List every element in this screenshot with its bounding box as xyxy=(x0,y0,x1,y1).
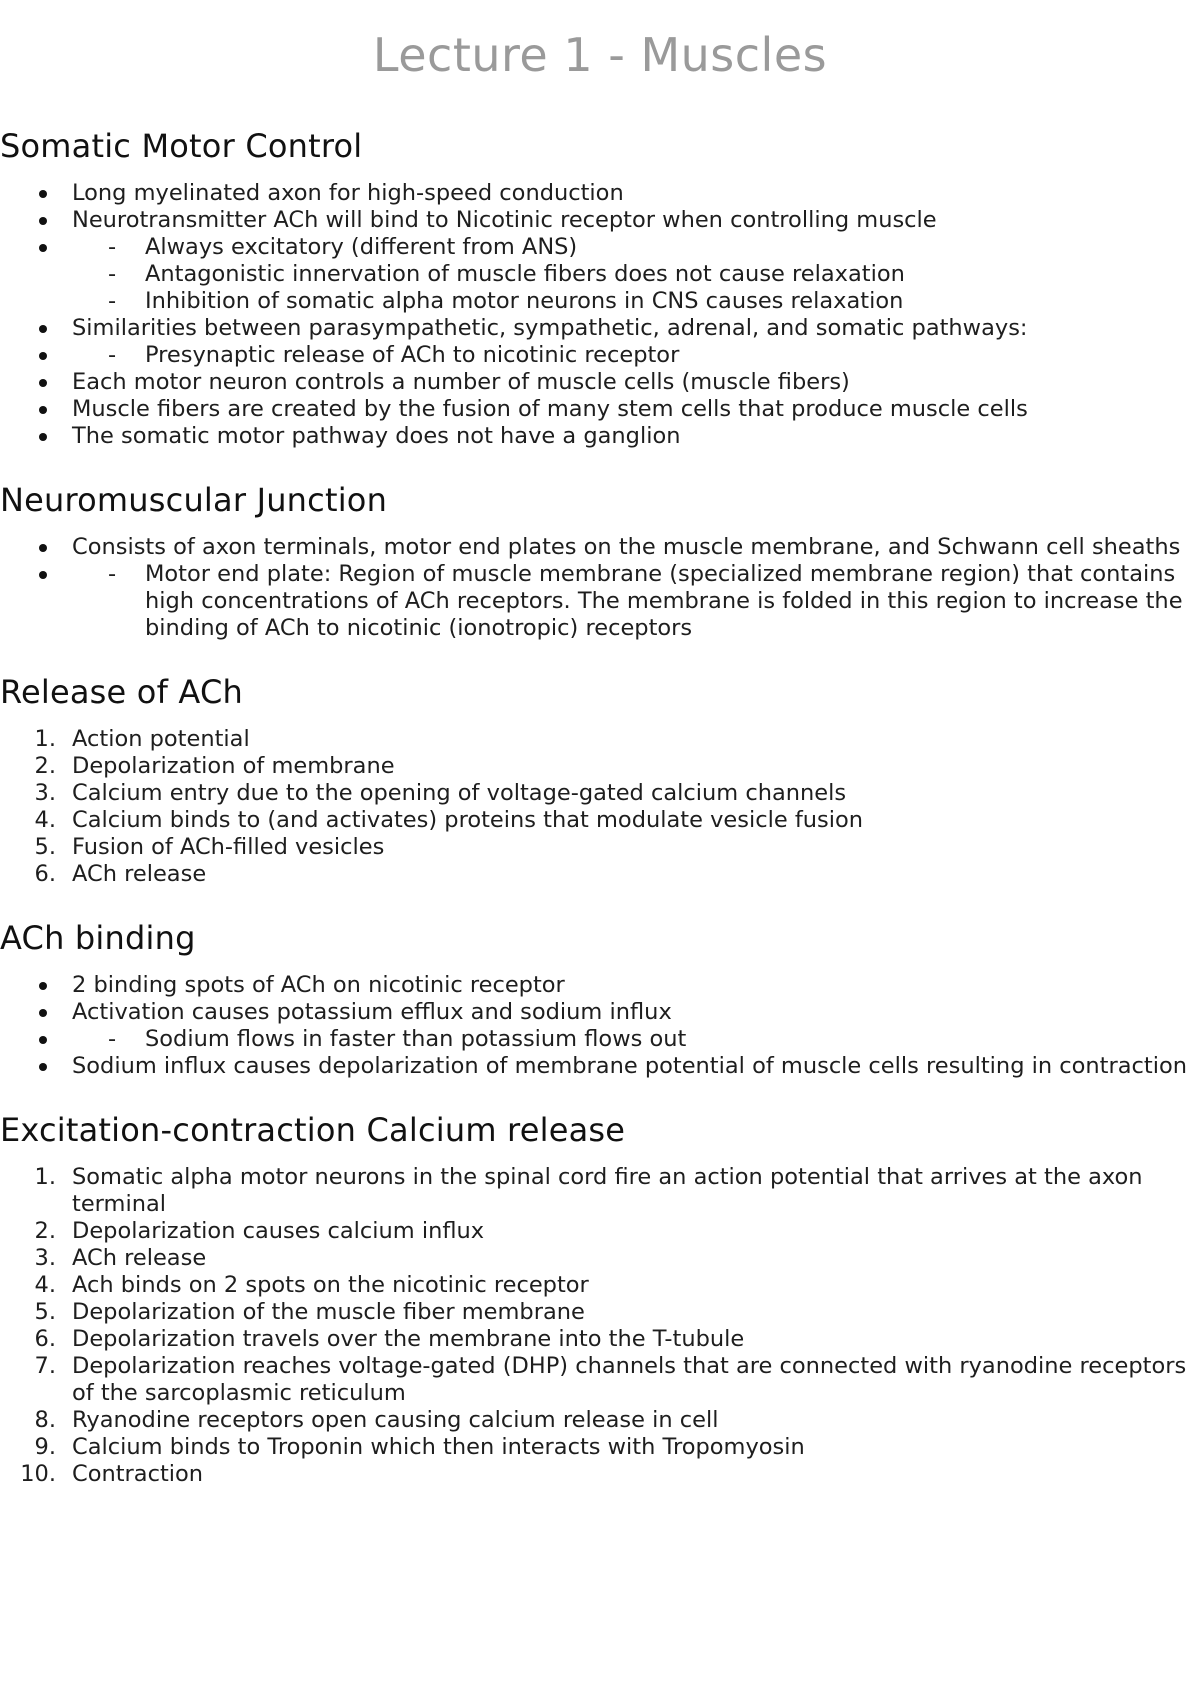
document-body xyxy=(0,126,1190,1518)
item-number: 2. xyxy=(34,1218,56,1244)
bullet-item: Muscle fibers are created by the fusion of many stem cells that produce muscle cells xyxy=(0,396,1190,423)
item-number: 3. xyxy=(34,1245,56,1271)
item-number: 4. xyxy=(34,1272,56,1298)
numbered-item xyxy=(0,780,1190,807)
item-text: Calcium entry due to the opening of voltage-gated calcium channels xyxy=(72,780,847,806)
item-text: Calcium binds to (and activates) proteins that modulate vesicle fusion xyxy=(72,807,864,833)
bullet-item: Neurotransmitter ACh will bind to Nicotinic receptor when controlling muscle xyxy=(0,207,1190,234)
sub-item: - Inhibition of somatic alpha motor neurons in CNS causes relaxation xyxy=(0,288,1190,315)
numbered-item xyxy=(0,753,1190,780)
numbered-list xyxy=(0,1164,1190,1488)
section-heading: Neuromuscular Junction xyxy=(0,481,388,519)
bullet-item: The somatic motor pathway does not have a ganglion xyxy=(0,423,1190,450)
page-title: Lecture 1 - Muscles xyxy=(372,28,828,82)
item-text: Depolarization reaches voltage-gated (DHP) channels that are connected with ryanodine receptors of the sarcoplasmic reticulum xyxy=(72,1353,1187,1406)
item-text: Depolarization causes calcium influx xyxy=(72,1218,485,1244)
sub-item: - Motor end plate: Region of muscle membrane (specialized membrane region) that contains high concentrations of ACh receptors. The membrane is folded in this region to increase the binding of ACh to nicotinic (ionotropic) receptors xyxy=(0,561,1190,642)
numbered-item xyxy=(0,834,1190,861)
sub-item: - Antagonistic innervation of muscle fibers does not cause relaxation xyxy=(0,261,1190,288)
sub-item: - Presynaptic release of ACh to nicotinic receptor xyxy=(0,342,1190,369)
numbered-item xyxy=(0,1353,1190,1407)
section xyxy=(0,918,1190,1080)
item-text: Depolarization of the muscle fiber membrane xyxy=(72,1299,585,1325)
sub-item: - Sodium flows in faster than potassium flows out xyxy=(0,1026,1190,1053)
bullet-item: Activation causes potassium efflux and sodium influx xyxy=(0,999,1190,1026)
item-text: Ach binds on 2 spots on the nicotinic receptor xyxy=(72,1272,589,1298)
section-heading: ACh binding xyxy=(0,919,196,957)
item-number: 4. xyxy=(34,807,56,833)
item-number: 10. xyxy=(20,1461,56,1487)
sub-list xyxy=(0,561,1190,642)
section-heading: Excitation-contraction Calcium release xyxy=(0,1111,626,1149)
sub-list-wrapper xyxy=(0,342,1190,369)
item-number: 5. xyxy=(34,834,56,860)
sub-list xyxy=(0,234,1190,315)
item-number: 3. xyxy=(34,780,56,806)
numbered-item xyxy=(0,1407,1190,1434)
item-number: 1. xyxy=(34,1164,56,1190)
sub-list xyxy=(0,342,1190,369)
item-text: Action potential xyxy=(72,726,250,752)
numbered-item xyxy=(0,1245,1190,1272)
bullet-list xyxy=(0,180,1190,450)
item-number: 8. xyxy=(34,1407,56,1433)
bullet-list xyxy=(0,534,1190,642)
section xyxy=(0,480,1190,642)
bullet-item: 2 binding spots of ACh on nicotinic receptor xyxy=(0,972,1190,999)
sub-list xyxy=(0,1026,1190,1053)
section xyxy=(0,1110,1190,1488)
bullet-item: Similarities between parasympathetic, sympathetic, adrenal, and somatic pathways: xyxy=(0,315,1190,342)
numbered-item xyxy=(0,807,1190,834)
item-text: Calcium binds to Troponin which then interacts with Tropomyosin xyxy=(72,1434,805,1460)
item-text: Somatic alpha motor neurons in the spinal cord fire an action potential that arrives at the axon terminal xyxy=(72,1164,1143,1217)
section-heading: Release of ACh xyxy=(0,673,243,711)
numbered-item xyxy=(0,726,1190,753)
item-text: ACh release xyxy=(72,1245,207,1271)
numbered-item xyxy=(0,1461,1190,1488)
bullet-item: Consists of axon terminals, motor end plates on the muscle membrane, and Schwann cell sheaths xyxy=(0,534,1190,561)
item-text: Contraction xyxy=(72,1461,204,1487)
section-heading: Somatic Motor Control xyxy=(0,127,363,165)
item-text: Fusion of ACh-filled vesicles xyxy=(72,834,385,860)
bullet-item: Sodium influx causes depolarization of membrane potential of muscle cells resulting in contraction xyxy=(0,1053,1190,1080)
bullet-list xyxy=(0,972,1190,1080)
item-number: 6. xyxy=(34,861,56,887)
numbered-item xyxy=(0,1164,1190,1218)
section xyxy=(0,126,1190,450)
bullet-item: Long myelinated axon for high-speed conduction xyxy=(0,180,1190,207)
item-number: 5. xyxy=(34,1299,56,1325)
sub-item: - Always excitatory (different from ANS) xyxy=(0,234,1190,261)
item-number: 9. xyxy=(34,1434,56,1460)
section xyxy=(0,672,1190,888)
item-text: Depolarization travels over the membrane into the T-tubule xyxy=(72,1326,745,1352)
numbered-item xyxy=(0,1299,1190,1326)
item-number: 2. xyxy=(34,753,56,779)
numbered-item xyxy=(0,1326,1190,1353)
numbered-item xyxy=(0,1272,1190,1299)
numbered-item xyxy=(0,861,1190,888)
item-number: 1. xyxy=(34,726,56,752)
sub-list-wrapper xyxy=(0,561,1190,642)
item-number: 7. xyxy=(34,1353,56,1379)
item-text: Ryanodine receptors open causing calcium release in cell xyxy=(72,1407,719,1433)
numbered-item xyxy=(0,1434,1190,1461)
sub-list-wrapper xyxy=(0,234,1190,315)
item-text: ACh release xyxy=(72,861,207,887)
numbered-item xyxy=(0,1218,1190,1245)
numbered-list xyxy=(0,726,1190,888)
sub-list-wrapper xyxy=(0,1026,1190,1053)
item-text: Depolarization of membrane xyxy=(72,753,395,779)
item-number: 6. xyxy=(34,1326,56,1352)
bullet-item: Each motor neuron controls a number of muscle cells (muscle fibers) xyxy=(0,369,1190,396)
